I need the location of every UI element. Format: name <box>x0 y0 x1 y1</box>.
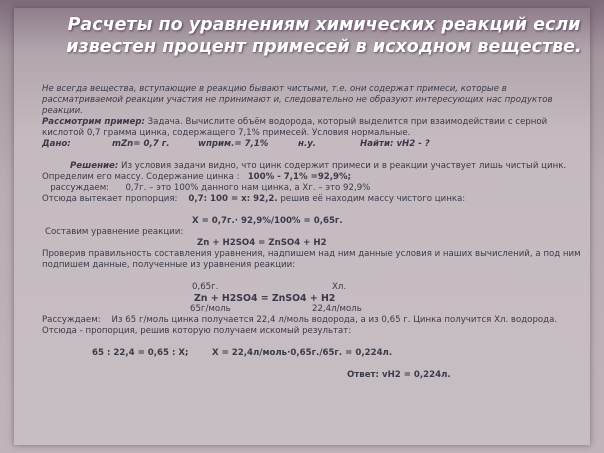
reason-text: 0,7г. – это 100% данного нам цинка, а Хг. – это 92,9% <box>125 183 371 193</box>
above-left: 0,65г. <box>192 282 219 292</box>
given-impurity: wприм.= 7,1% <box>198 139 269 149</box>
slide-title: Расчеты по уравнениям химических реакций если известен процент примесей в исходном веществе. <box>66 15 582 57</box>
reason2-label: Рассуждаем: <box>42 315 101 325</box>
equation-2: Zn + H2SO4 = ZnSO4 + H2 <box>194 293 336 304</box>
final-row <box>42 348 582 359</box>
above-equation-row <box>42 282 582 293</box>
purity-calc: 100% - 7,1% =92,9%; <box>247 172 352 182</box>
intro-paragraph: Не всегда вещества, вступающие в реакцию бывают чистыми, т.е. они содержат примеси, которые в рассматриваемой реакции участия не принимают и, следовательно не образуют интересующих нас продуктов реакции. <box>42 84 553 116</box>
below-left: 65г/моль <box>190 304 231 314</box>
final-calc: X = 22,4л/моль·0,65г./65г. = 0,224л. <box>212 348 393 358</box>
below-equation-row <box>42 304 582 315</box>
reason2-text: Из 65 г/моль цинка получается 22,4 л/моль водорода, а из 0,65 г. Цинка получится Хл. водорода. Отсюда - пропорция, решив которую получаем искомый результат: <box>42 315 558 336</box>
slide-body <box>42 84 582 381</box>
x-calc: X = 0,7г.· 92,9%/100% = 0,65г. <box>192 216 343 226</box>
below-right: 22,4л/моль <box>312 304 362 314</box>
proportion-line <box>42 194 582 205</box>
above-right: Хл. <box>332 282 347 292</box>
example-paragraph <box>42 117 582 139</box>
given-conditions: н.у. <box>298 139 317 149</box>
proportion: 0,7: 100 = х: 92,2. <box>188 194 278 204</box>
equation-1: Zn + H2SO4 = ZnSO4 + H2 <box>197 238 327 248</box>
solution-text: Из условия задачи видно, что цинк содержит примеси и в реакции участвует лишь чистый цинк. Определим его массу. Содержание цинка : <box>42 161 567 182</box>
check-paragraph: Проверив правильность составления уравнения, надпишем над ним данные условия и наших вычислений, а под ним подпишем данные, полученные из уравнения реакции: <box>42 249 581 270</box>
given-find: Найти: vH2 - ? <box>360 139 430 149</box>
reason2-paragraph <box>42 315 582 337</box>
solution-label: Решение: <box>70 161 119 171</box>
given-row <box>42 139 582 150</box>
final-proportion: 65 : 22,4 = 0,65 : X; <box>92 348 189 358</box>
solution-paragraph <box>42 161 582 183</box>
reason-label: рассуждаем: <box>50 183 110 193</box>
given-label: Дано: <box>42 139 71 149</box>
given-mass: mZn= 0,7 г. <box>112 139 170 149</box>
example-label: Рассмотрим пример: <box>42 117 145 127</box>
proportion-tail: решив её находим массу чистого цинка: <box>277 194 466 204</box>
reason-line <box>42 183 582 194</box>
proportion-intro: Отсюда вытекает пропорция: <box>42 194 178 204</box>
compose-label: Составим уравнение реакции: <box>45 227 184 237</box>
example-text: Задача. Вычислите объём водорода, который выделится при взаимодействии с серной кислотой 0,7 грамма цинка, содержащего 7,1% примесей. Условия нормальные. <box>42 117 548 138</box>
answer: Ответ: vH2 = 0,224л. <box>347 370 451 380</box>
